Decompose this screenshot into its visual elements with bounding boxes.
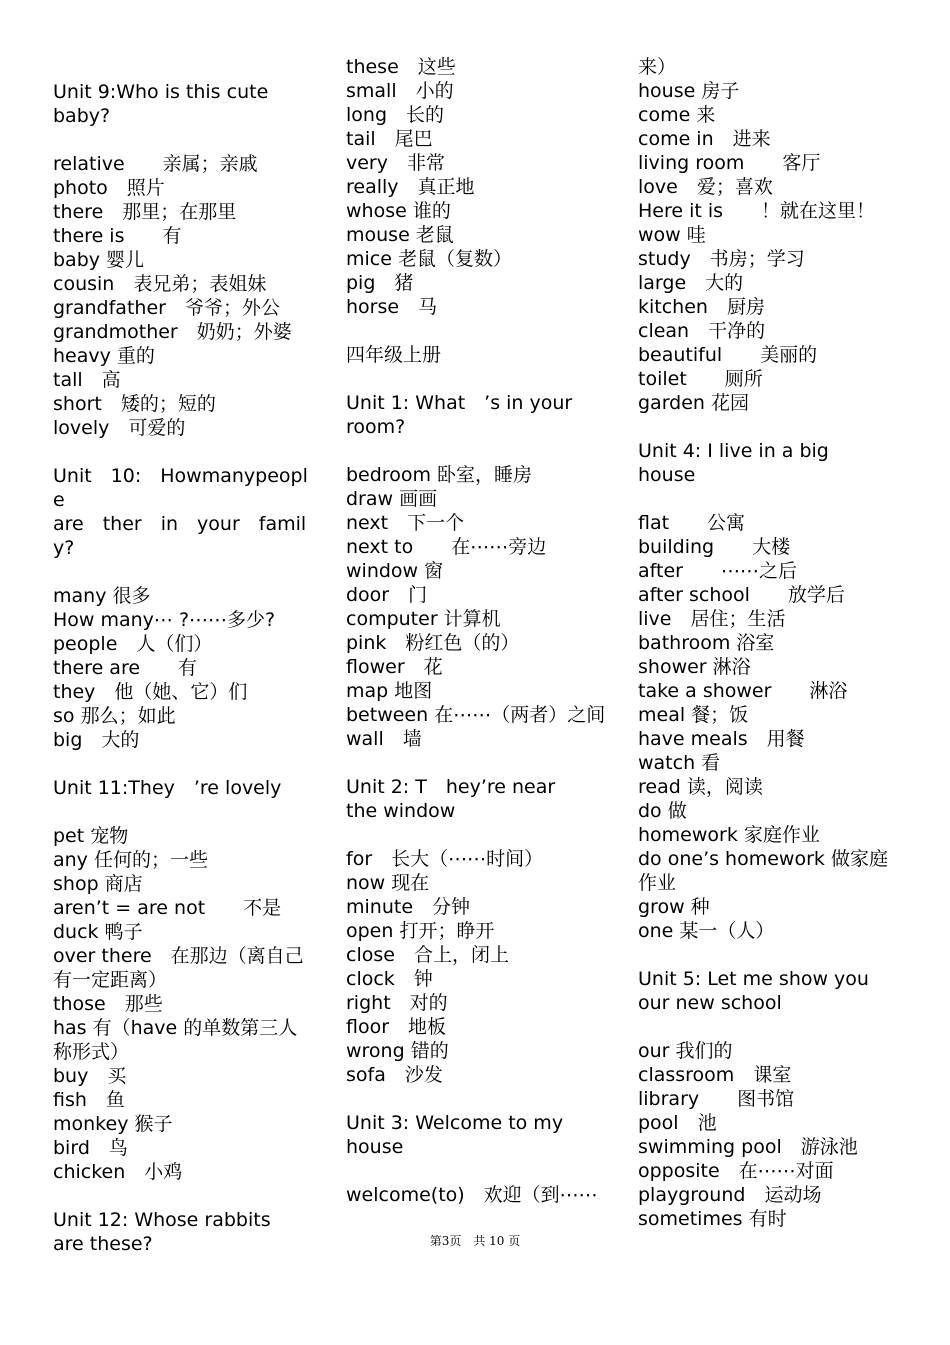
vocab-line: swimming pool 游泳池 (638, 1136, 858, 1158)
vocab-line: for 长大（⋯⋯时间） (346, 848, 544, 870)
vocab-line: minute 分钟 (346, 896, 471, 918)
vocab-line: next 下一个 (346, 512, 465, 534)
vocab-line: Unit 3: Welcome to my (346, 1112, 564, 1134)
vocab-line: close 合上，闭上 (346, 944, 509, 966)
vocab-line: Here it is ！就在这里！ (638, 200, 876, 222)
vocab-line: garden 花园 (638, 392, 750, 414)
vocab-line: kitchen 厨房 (638, 296, 765, 318)
vocab-line: has 有（have 的单数第三人称形式） (53, 1017, 298, 1063)
vocab-line: pink 粉红色（的） (346, 632, 520, 654)
blank-line (346, 1087, 608, 1111)
vocab-line: classroom 课室 (638, 1064, 792, 1086)
vocab-line: bird 鸟 (53, 1137, 128, 1159)
vocab-line: there 那里；在那里 (53, 201, 237, 223)
vocab-column-1 (53, 80, 315, 1256)
vocab-line: Unit 11:They ’re lovely (53, 777, 282, 799)
vocab-line: these 这些 (346, 56, 456, 78)
vocab-line: sofa 沙发 (346, 1064, 443, 1086)
vocab-line: love 爱；喜欢 (638, 176, 773, 198)
vocab-line: next to 在⋯⋯旁边 (346, 536, 547, 558)
vocab-line: they 他（她、它）们 (53, 681, 248, 703)
vocab-line: so 那么；如此 (53, 705, 176, 727)
vocab-line: are ther in your family? (53, 513, 307, 559)
vocab-column-2 (346, 55, 608, 1207)
blank-line (53, 560, 315, 584)
blank-line (346, 751, 608, 775)
vocab-line: map 地图 (346, 680, 433, 702)
blank-line (346, 1159, 608, 1183)
vocab-line: after school 放学后 (638, 584, 845, 606)
vocab-line: Unit 1: What ’s in your (346, 392, 573, 414)
vocab-line: Unit 2: T hey’re near (346, 776, 556, 798)
vocab-line: computer 计算机 (346, 608, 501, 630)
vocab-line: wrong 错的 (346, 1040, 449, 1062)
vocab-line: short 矮的；短的 (53, 393, 216, 415)
vocab-line: do one’s homework 做家庭作业 (638, 848, 888, 894)
vocab-line: house (638, 464, 696, 486)
vocab-line: any 任何的；一些 (53, 849, 208, 871)
vocab-line: bedroom 卧室，睡房 (346, 464, 533, 486)
vocab-line: baby 婴儿 (53, 249, 145, 271)
vocab-line: really 真正地 (346, 176, 475, 198)
vocab-line: study 书房；学习 (638, 248, 805, 270)
vocab-line: wow 哇 (638, 224, 706, 246)
vocab-line: beautiful 美丽的 (638, 344, 818, 366)
blank-line (638, 415, 900, 439)
blank-line (638, 1015, 900, 1039)
vocab-line: mouse 老鼠 (346, 224, 454, 246)
vocab-line: big 大的 (53, 729, 140, 751)
vocab-line: our new school (638, 992, 782, 1014)
vocab-line: Unit 12: Whose rabbits (53, 1209, 271, 1231)
vocab-line: take a shower 淋浴 (638, 680, 848, 702)
vocab-line: Unit 4: I live in a big (638, 440, 829, 462)
vocab-line: opposite 在⋯⋯对面 (638, 1160, 834, 1182)
vocab-line: long 长的 (346, 104, 445, 126)
blank-line (346, 439, 608, 463)
vocab-line: 来） (638, 56, 677, 78)
vocab-line: homework 家庭作业 (638, 824, 820, 846)
vocab-line: chicken 小鸡 (53, 1161, 183, 1183)
vocab-line: our 我们的 (638, 1040, 733, 1062)
vocab-line: floor 地板 (346, 1016, 447, 1038)
vocab-line: draw 画画 (346, 488, 438, 510)
vocab-line: aren’t = are not 不是 (53, 897, 282, 919)
vocab-line: window 窗 (346, 560, 444, 582)
vocab-line: bathroom 浴室 (638, 632, 775, 654)
vocab-line: grandfather 爷爷；外公 (53, 297, 280, 319)
vocab-line: over there 在那边（离自己有一定距离） (53, 945, 304, 991)
vocab-line: Unit 10: Howmanypeople (53, 465, 308, 511)
vocab-line: after ⋯⋯之后 (638, 560, 797, 582)
vocab-line: relative 亲属；亲戚 (53, 153, 258, 175)
vocab-line: grow 种 (638, 896, 710, 918)
blank-line (53, 1184, 315, 1208)
vocab-line: house (346, 1136, 404, 1158)
vocab-line: have meals 用餐 (638, 728, 805, 750)
vocab-line: whose 谁的 (346, 200, 451, 222)
vocab-line: Unit 9:Who is this cute (53, 81, 269, 103)
vocab-line: toilet 厕所 (638, 368, 763, 390)
blank-line (346, 367, 608, 391)
vocab-line: duck 鸭子 (53, 921, 143, 943)
vocab-line: fish 鱼 (53, 1089, 125, 1111)
vocab-line: many 很多 (53, 585, 151, 607)
vocab-line: come 来 (638, 104, 716, 126)
vocab-line: 四年级上册 (346, 344, 442, 366)
vocab-line: library 图书馆 (638, 1088, 795, 1110)
blank-line (53, 752, 315, 776)
blank-line (346, 319, 608, 343)
vocab-line: mice 老鼠（复数） (346, 248, 512, 270)
vocab-line: very 非常 (346, 152, 445, 174)
vocab-line: right 对的 (346, 992, 448, 1014)
vocab-line: watch 看 (638, 752, 721, 774)
vocab-column-3 (638, 55, 900, 1231)
vocab-line: between 在⋯⋯（两者）之间 (346, 704, 606, 726)
vocab-line: now 现在 (346, 872, 430, 894)
vocab-line: flat 公寓 (638, 512, 746, 534)
page-footer: 第3页 共 10 页 (429, 1234, 521, 1248)
vocab-line: the window (346, 800, 456, 822)
vocab-line: do 做 (638, 800, 687, 822)
vocab-line: heavy 重的 (53, 345, 155, 367)
vocab-line: grandmother 奶奶；外婆 (53, 321, 292, 343)
vocab-line: house 房子 (638, 80, 740, 102)
vocab-line: clock 钟 (346, 968, 433, 990)
vocab-line: those 那些 (53, 993, 163, 1015)
vocab-line: buy 买 (53, 1065, 127, 1087)
vocab-line: there are 有 (53, 657, 198, 679)
vocab-line: How many⋯ ?⋯⋯多少? (53, 609, 276, 631)
vocab-line: come in 进来 (638, 128, 771, 150)
vocab-line: pool 池 (638, 1112, 717, 1134)
blank-line (53, 800, 315, 824)
vocab-line: welcome(to) 欢迎（到⋯⋯ (346, 1184, 598, 1206)
blank-line (53, 440, 315, 464)
vocab-line: live 居住；生活 (638, 608, 786, 630)
vocab-line: sometimes 有时 (638, 1208, 787, 1230)
vocab-line: photo 照片 (53, 177, 165, 199)
blank-line (638, 943, 900, 967)
blank-line (638, 487, 900, 511)
vocab-line: one 某一（人） (638, 920, 775, 942)
vocab-line: small 小的 (346, 80, 454, 102)
vocab-line: monkey 猴子 (53, 1113, 173, 1135)
vocab-line: shop 商店 (53, 873, 143, 895)
vocab-line: tall 高 (53, 369, 121, 391)
vocab-line: lovely 可爱的 (53, 417, 186, 439)
vocab-line: flower 花 (346, 656, 443, 678)
vocab-line: room? (346, 416, 406, 438)
vocab-line: baby? (53, 105, 111, 127)
vocab-line: read 读，阅读 (638, 776, 763, 798)
vocab-line: pet 宠物 (53, 825, 129, 847)
vocab-line: shower 淋浴 (638, 656, 751, 678)
vocab-line: people 人（们） (53, 633, 213, 655)
vocab-line: there is 有 (53, 225, 182, 247)
blank-line (53, 128, 315, 152)
vocab-line: living room 客厅 (638, 152, 821, 174)
vocab-line: cousin 表兄弟；表姐妹 (53, 273, 267, 295)
blank-line (346, 823, 608, 847)
vocab-line: Unit 5: Let me show you (638, 968, 869, 990)
vocab-line: pig 猪 (346, 272, 414, 294)
vocab-line: horse 马 (346, 296, 438, 318)
vocab-line: wall 墙 (346, 728, 422, 750)
vocab-line: playground 运动场 (638, 1184, 822, 1206)
vocab-line: clean 干净的 (638, 320, 766, 342)
vocab-line: are these? (53, 1233, 153, 1255)
vocab-line: meal 餐；饭 (638, 704, 749, 726)
vocab-line: tail 尾巴 (346, 128, 433, 150)
vocab-line: building 大楼 (638, 536, 791, 558)
vocab-line: large 大的 (638, 272, 744, 294)
vocab-line: open 打开；睁开 (346, 920, 495, 942)
vocab-line: door 门 (346, 584, 428, 606)
